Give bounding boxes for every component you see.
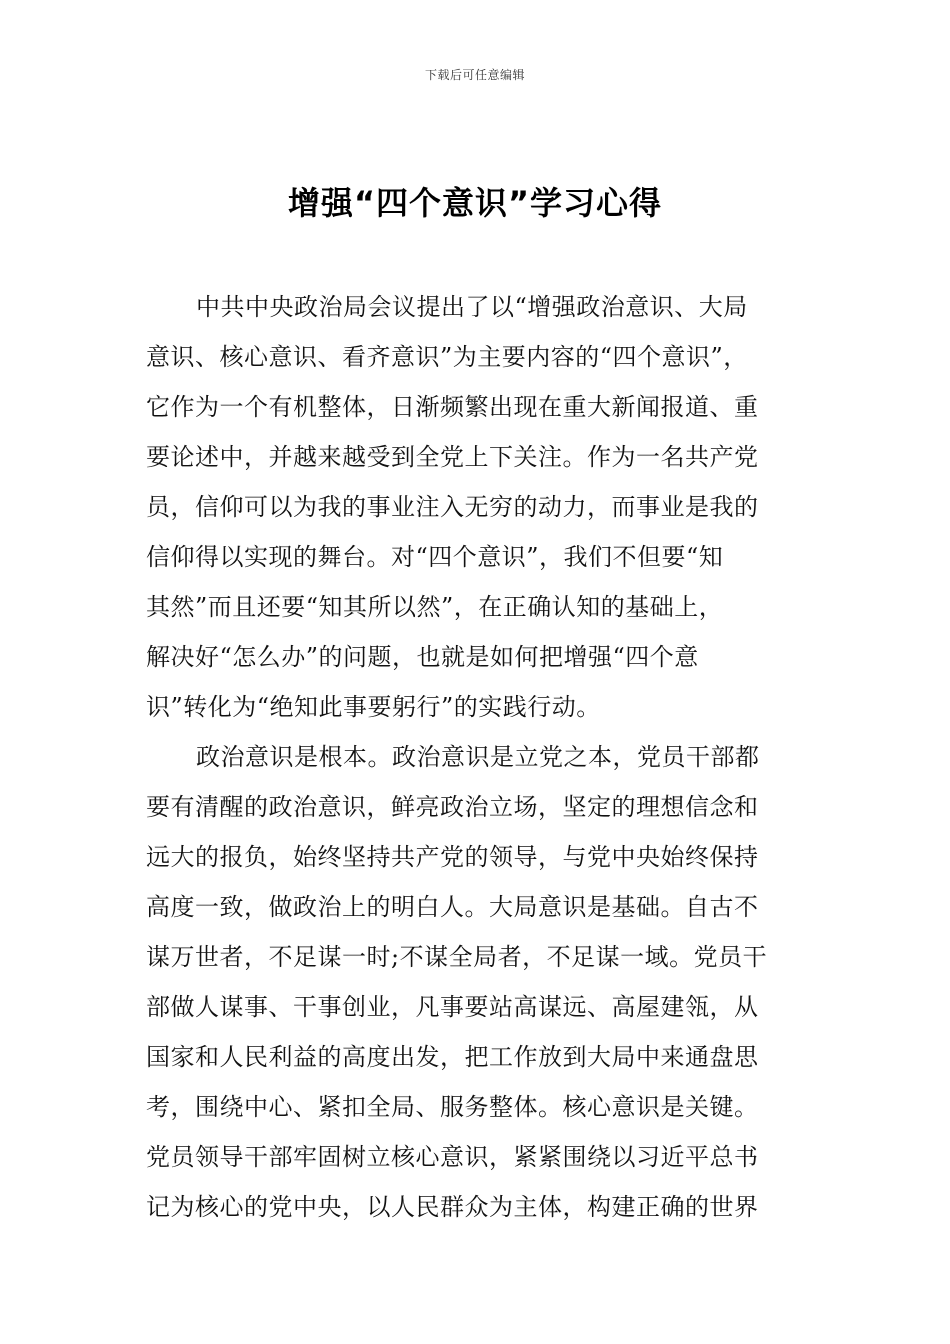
page-header: 下载后可任意编辑 (424, 68, 525, 82)
text-line: 远大的报负，始终坚持共产党的领导，与党中央始终保持 (146, 843, 759, 871)
text-line: 部做人谋事、干事创业，凡事要站高谋远、高屋建瓴，从 (146, 993, 759, 1021)
text-line: 要论述中，并越来越受到全党上下关注。作为一名共产党 (146, 443, 759, 471)
text-line: 信仰得以实现的舞台。对“四个意识”，我们不但要“知 (146, 543, 724, 571)
text-line: 员，信仰可以为我的事业注入无穷的动力，而事业是我的 (146, 493, 759, 521)
text-line: 记为核心的党中央，以人民群众为主体，构建正确的世界 (146, 1193, 759, 1221)
text-line: 谋万世者，不足谋一时;不谋全局者，不足谋一域。党员干 (146, 943, 768, 971)
text-line: 国家和人民利益的高度出发，把工作放到大局中来通盘思 (146, 1043, 759, 1071)
text-line: 它作为一个有机整体，日渐频繁出现在重大新闻报道、重 (146, 393, 759, 421)
document-title: 增强“四个意识”学习心得 (287, 184, 663, 222)
text-line: 中共中央政治局会议提出了以“增强政治意识、大局 (196, 293, 748, 321)
text-line: 政治意识是根本。政治意识是立党之本，党员干部都 (196, 743, 760, 771)
document-body (146, 282, 806, 1232)
text-line: 识”转化为“绝知此事要躬行”的实践行动。 (146, 693, 601, 721)
text-line: 意识、核心意识、看齐意识”为主要内容的“四个意识”， (146, 343, 748, 371)
text-line: 其然”而且还要“知其所以然”，在正确认知的基础上， (146, 593, 724, 621)
text-line: 高度一致，做政治上的明白人。大局意识是基础。自古不 (146, 893, 759, 921)
text-line: 要有清醒的政治意识，鲜亮政治立场，坚定的理想信念和 (146, 793, 759, 821)
text-line: 考，围绕中心、紧扣全局、服务整体。核心意识是关键。 (146, 1093, 759, 1121)
text-line: 解决好“怎么办”的问题，也就是如何把增强“四个意 (146, 643, 699, 671)
text-line: 党员领导干部牢固树立核心意识，紧紧围绕以习近平总书 (146, 1143, 759, 1171)
